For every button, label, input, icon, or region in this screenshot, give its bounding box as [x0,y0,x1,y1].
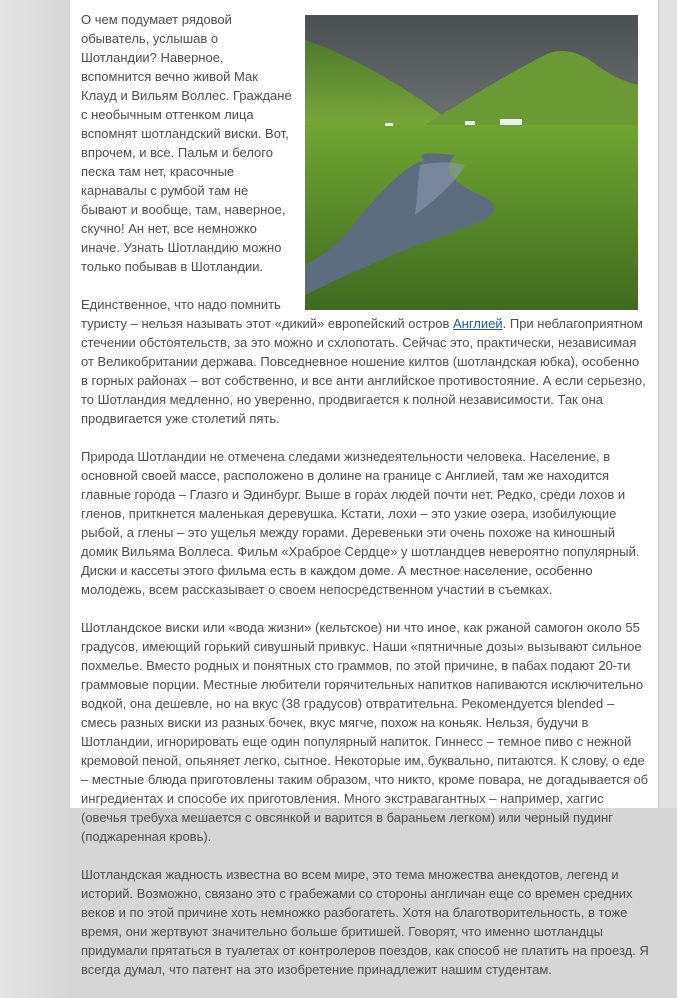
paragraph-3: Природа Шотландии не отмечена следами жизнедеятельности человека. Население, в основной своей массе, расположено в долине на границе с Англией, там же находится главные города – Глазго и Эдинбург. Выше в горах людей почти нет. Редко, среди лохов и гленов, приткнется маленькая деревушка. Кстати, лохи – это узкие озера, изобилующие рыбой, а глены – это ущелья между горами. Деревеньки эти очень похоже на киношный домик Вильяма Воллеса. Фильм «Храброе Сердце» у шотландцев невероятно популярный. Диски и кассеты этого фильма есть в каждом доме. А местное население, особенно молодежь, всем рассказывает о своем непосредственном участии в съемках. [81,449,640,597]
article-page [69,0,659,977]
right-gutter [659,0,677,808]
paragraph-2-text: Единственное, что надо помнить туристу – нельзя называть этот «дикий» европейский остров [81,297,453,331]
paragraph-1: О чем подумает рядовой обыватель, услышав о Шотландии? Наверное, вспомнится вечно живой Мак Клауд и Вильям Воллес. Граждане с необычным оттенком лица вспомнят шотландский виски. Вот, впрочем, и все. Пальм и белого песка там нет, красочные карнавалы с румбой там не бывают и вообще, там, наверное, скучно! Ан нет, все немножко иначе. Узнать Шотландию можно только побывав в Шотландии. [81,12,292,274]
article-content [81,10,649,998]
paragraph-2-text-cont: . При неблагоприятном стечении обстоятельств, за это можно и схлопотать. Сейчас это, практически, независимая от Великобритании держава. Повседневное ношение килтов (шотландская юбка), особенно в горных районах – вот собственно, и все анти английское противостояние. А если серьезно, то Шотландия медленно, но уверенно, продвигается к полной независимости. Так она продвигается уже столетий пять. [81,316,646,426]
paragraph-2 [81,295,649,428]
paragraph-4: Шотландское виски или «вода жизни» (кельтское) ни что иное, как ржаной самогон около 55 градусов, имеющий горький сивушный привкус. Наши «пятничные дозы» вызывают сильное похмелье. Вместо родных и понятных сто граммов, по этой причине, в пабах подают 20-ти граммовые порции. Местные любители горячительных напитков напиваются исключительно водкой, она дешевле, но на вкус (38 градусов) отвратительна. Рекомендуется blended – смесь разных виски из разных бочек, вкус мягче, похож на коньяк. Нельзя, будучи в Шотландии, игнорировать еще один популярный напиток. Гиннесс – темное пиво с нежной кремовой пеной, опьяняет легко, сытное. Некоторые им, буквально, питаются. К слову, о еде – местные блюда приготовлены таким образом, что никто, кроме повара, не догадывается об ингредиентах и способе их приготовления. Много экстравагантных – например, хаггис (овечья требуха мешается с овсянкой и варится в бараньем легком) или черный пудинг (поджаренная кровь). [81,620,649,844]
landscape-photo [305,15,638,310]
paragraph-5: Шотландская жадность известна во всем мире, это тема множества анекдотов, легенд и историй. Возможно, связано это с грабежами со стороны англичан еще со времен средних веков и по этой причине хоть немножко разбогатеть. Хотя на благотворительность, в тоже время, они жертвуют значительно больше бритишей. Говорят, что именно шотландцы придумали прятаться в туалетах от контролеров поездов, как способ не платить на проезд. Я всегда думал, что патент на это изобретение принадлежит нашим студентам. [81,867,649,977]
england-link[interactable]: Англией [452,316,503,331]
